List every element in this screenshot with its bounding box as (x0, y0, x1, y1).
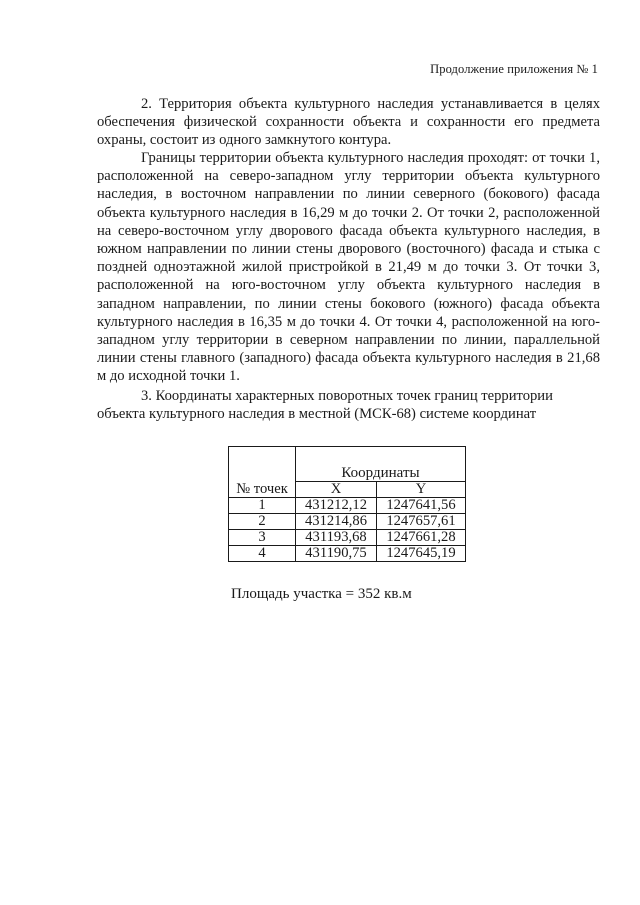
table-row (229, 498, 466, 514)
header-x-cell: X (296, 482, 377, 498)
paragraph-territory-text: 2. Территория объекта культурного наследия устанавливается в целях обеспечения физической сохранности объекта и сохранности его предмета охраны, состоит из одного замкнутого контура. (97, 96, 600, 149)
x-coordinate-cell: 431214,86 (296, 514, 377, 530)
area-label: Площадь участка = 352 кв.м (231, 586, 412, 602)
table-row (229, 546, 466, 562)
y-coordinate-cell: 1247657,61 (377, 514, 466, 530)
paragraph-coordinates-heading-text: 3. Координаты характерных поворотных точек границ территории объекта культурного наследия в местной (МСК-68) системе координат (97, 388, 553, 423)
x-coordinate-cell: 431193,68 (296, 530, 377, 546)
header-y-cell: Y (377, 482, 466, 498)
paragraph-coordinates-heading (97, 387, 577, 423)
y-coordinate-cell: 1247645,19 (377, 546, 466, 562)
header-points-cell: № точек (229, 447, 296, 498)
y-coordinate-cell: 1247661,28 (377, 530, 466, 546)
paragraph-boundaries (97, 149, 600, 386)
table-header-row (229, 447, 466, 482)
point-number-cell: 4 (229, 546, 296, 562)
x-coordinate-cell: 431190,75 (296, 546, 377, 562)
coordinates-table (228, 446, 466, 562)
appendix-header: Продолжение приложения № 1 (430, 62, 598, 76)
header-coordinates-cell: Координаты (296, 447, 466, 482)
x-coordinate-cell: 431212,12 (296, 498, 377, 514)
y-coordinate-cell: 1247641,56 (377, 498, 466, 514)
paragraph-territory (97, 95, 600, 150)
paragraph-boundaries-text: Границы территории объекта культурного наследия проходят: от точки 1, расположенной на северо-западном углу территории объекта культурного наследия, в восточном направлении по линии северного (бокового) фасада объекта культурного наследия в 16,29 м до точки 2. От точки 2, расположенной на северо-восточном углу дворового фасада объекта культурного наследия, в южном направлении по линии стены дворового (восточного) фасада и стыка с поздней одноэтажной жилой пристройкой в 21,49 м до точки 3. От точки 3, расположенной на юго-восточном углу объекта культурного наследия в западном направлении, по линии стены бокового (южного) фасада объекта культурного наследия в 16,35 м до точки 4. От точки 4, расположенной на юго-западном углу территории в северном направлении по линии, параллельной линии стены главного (западного) фасада объекта культурного наследия в 21,68 м до исходной точки 1. (97, 150, 600, 385)
point-number-cell: 3 (229, 530, 296, 546)
table-row (229, 530, 466, 546)
point-number-cell: 1 (229, 498, 296, 514)
point-number-cell: 2 (229, 514, 296, 530)
table-row (229, 514, 466, 530)
